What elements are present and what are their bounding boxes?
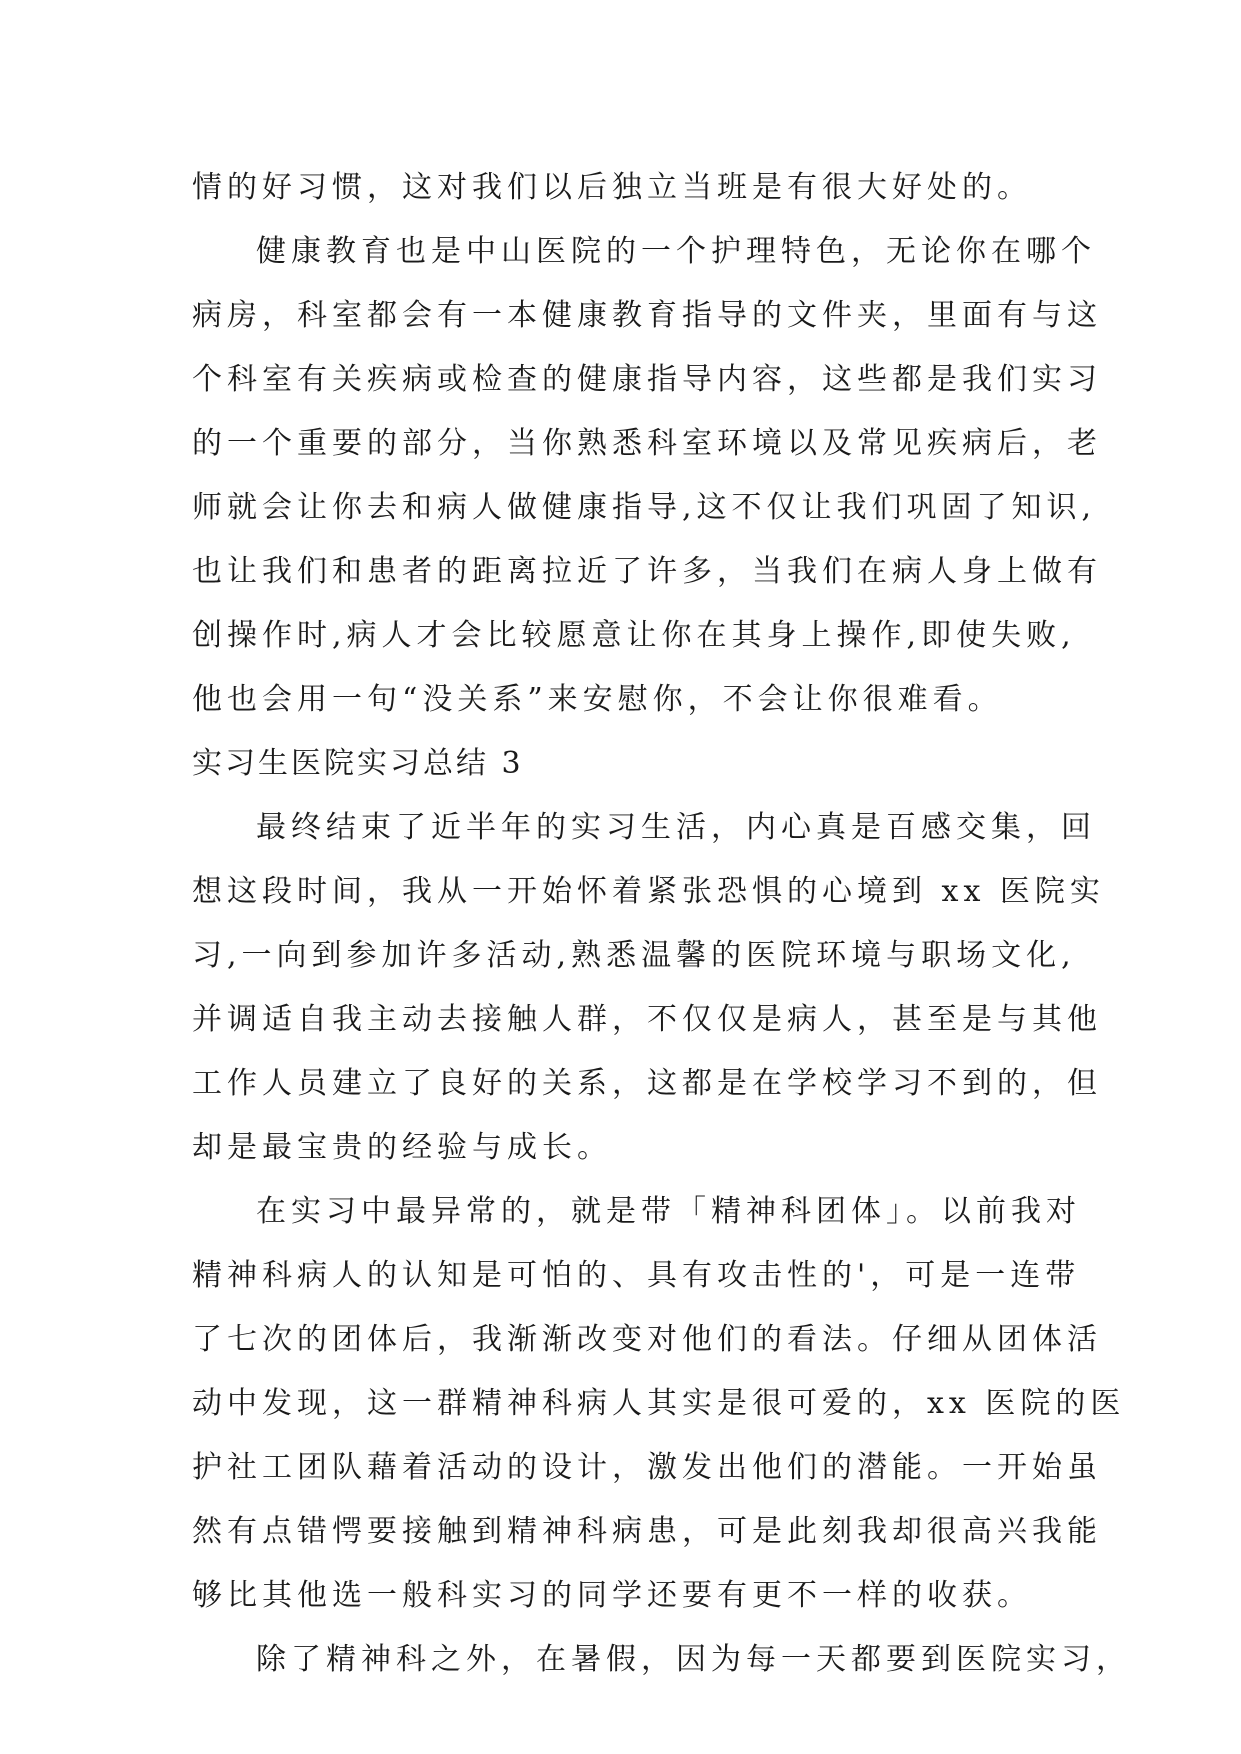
document-body [192, 156, 1131, 1692]
paragraph-line: 护社工团队藉着活动的设计，激发出他们的潜能。一开始虽 [192, 1450, 1102, 1485]
paragraph-line: 然有点错愕要接触到精神科病患，可是此刻我却很高兴我能 [192, 1514, 1102, 1549]
paragraph-line: 的一个重要的部分，当你熟悉科室环境以及常见疾病后，老 [192, 426, 1102, 461]
section-heading: 实习生医院实习总结 3 [192, 746, 524, 781]
paragraph-line: 工作人员建立了良好的关系，这都是在学校学习不到的，但 [192, 1066, 1102, 1101]
paragraph-line: 情的好习惯，这对我们以后独立当班是有很大好处的。 [192, 170, 1032, 205]
paragraph-line: 够比其他选一般科实习的同学还要有更不一样的收获。 [192, 1578, 1032, 1613]
paragraph-line: 他也会用一句“没关系”来安慰你，不会让你很难看。 [192, 682, 1003, 717]
paragraph-line: 在实习中最异常的，就是带「精神科团体」。以前我对 [256, 1194, 1081, 1229]
paragraph-line: 个科室有关疾病或检查的健康指导内容，这些都是我们实习 [192, 362, 1102, 397]
paragraph-line: 并调适自我主动去接触人群，不仅仅是病人，甚至是与其他 [192, 1002, 1102, 1037]
paragraph-line: 创操作时,病人才会比较愿意让你在其身上操作,即使失败, [192, 618, 1076, 653]
paragraph-line: 动中发现，这一群精神科病人其实是很可爱的，xx 医院的医 [192, 1386, 1126, 1421]
paragraph-line: 却是最宝贵的经验与成长。 [192, 1130, 612, 1165]
paragraph-line: 健康教育也是中山医院的一个护理特色，无论你在哪个 [256, 234, 1096, 269]
paragraph-line: 想这段时间，我从一开始怀着紧张恐惧的心境到 xx 医院实 [192, 874, 1105, 909]
paragraph-line: 了七次的团体后，我渐渐改变对他们的看法。仔细从团体活 [192, 1322, 1102, 1357]
paragraph-line: 也让我们和患者的距离拉近了许多，当我们在病人身上做有 [192, 554, 1102, 589]
paragraph-line: 习,一向到参加许多活动,熟悉温馨的医院环境与职场文化, [192, 938, 1076, 973]
paragraph-line: 师就会让你去和病人做健康指导,这不仅让我们巩固了知识, [192, 490, 1097, 525]
paragraph-line: 最终结束了近半年的实习生活，内心真是百感交集，回 [256, 810, 1096, 845]
paragraph-line: 病房，科室都会有一本健康教育指导的文件夹，里面有与这 [192, 298, 1102, 333]
paragraph-line: 除了精神科之外，在暑假，因为每一天都要到医院实习， [256, 1642, 1131, 1677]
paragraph-line: 精神科病人的认知是可怕的、具有攻击性的'，可是一连带 [192, 1258, 1081, 1293]
